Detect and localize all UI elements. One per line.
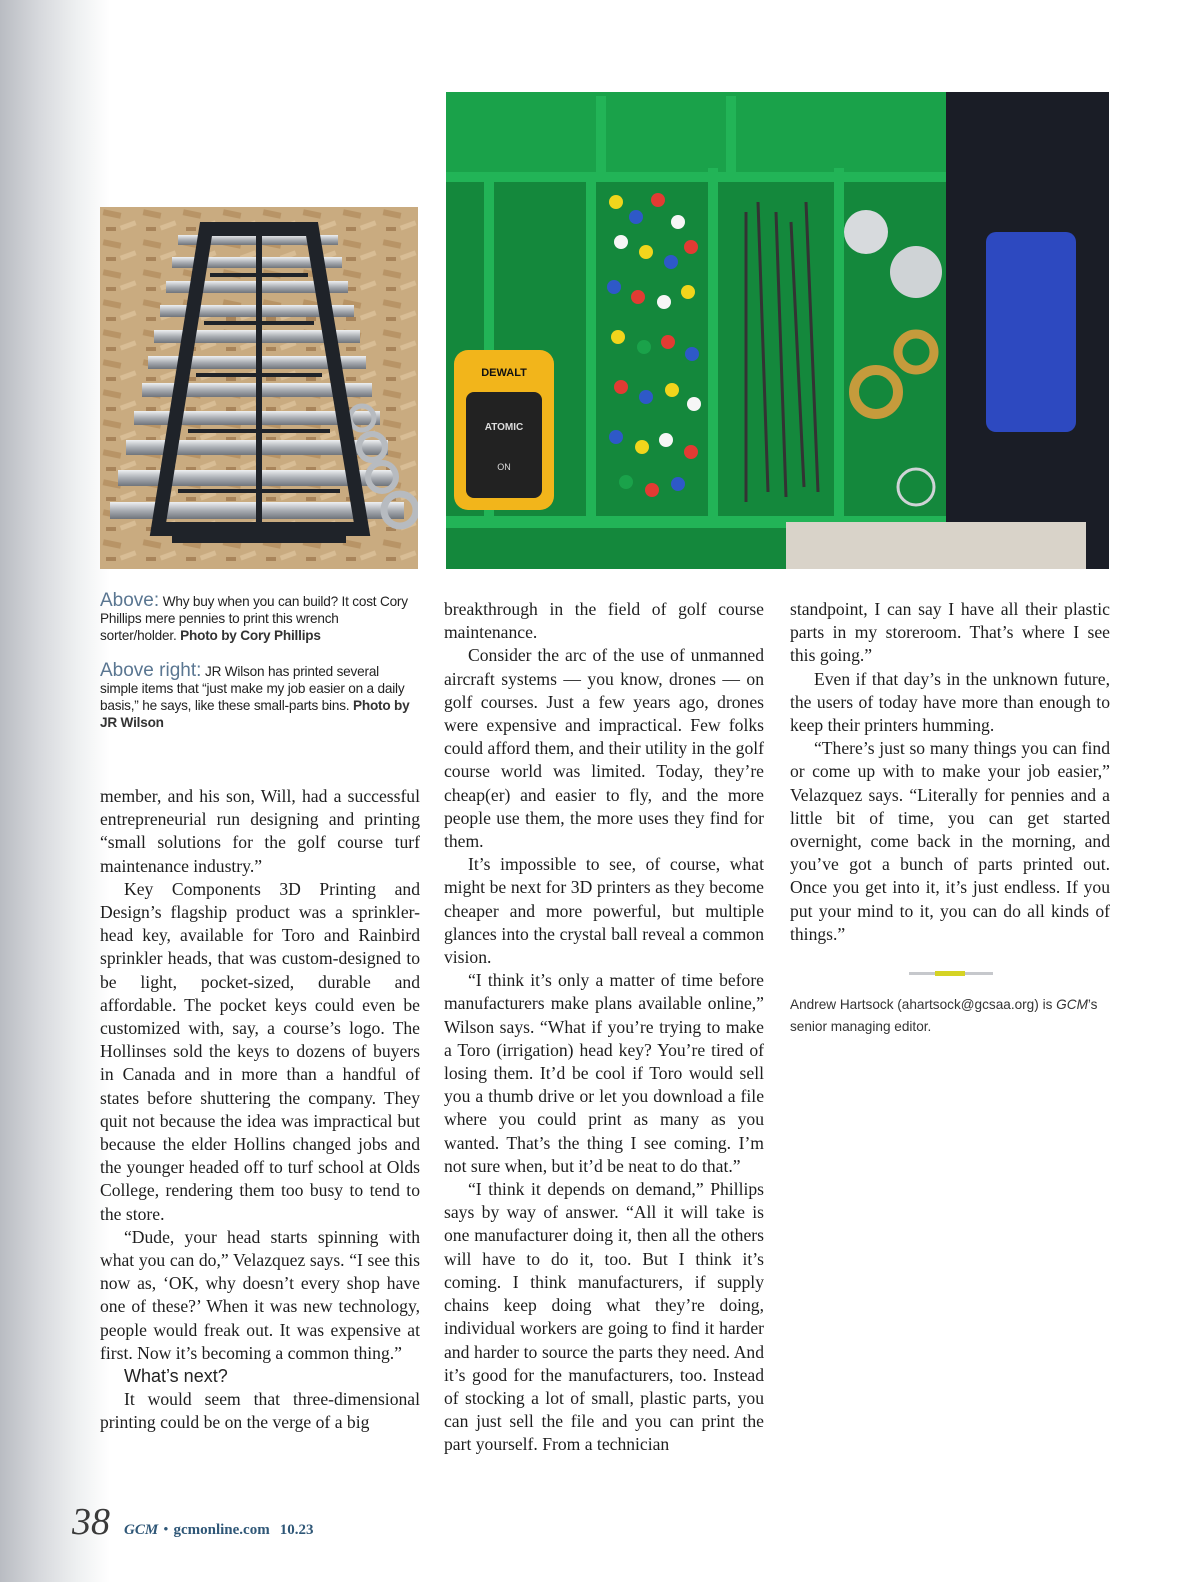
paragraph: “I think it’s only a matter of time before manufacturers make plans available online,” Wilson says. “What if you’re trying to make a Toro (irrigation) head key? You’re tired of losing them. It’d be cool if Toro would sell you a thumb drive or let you download a file where you could print as many as you wanted. That’s the thing I see coming. I’m not sure when, but it’d be neat to do that.”: [444, 970, 764, 1176]
caption-credit: Photo by Cory Phillips: [180, 628, 321, 643]
caption-credit: Photo by JR Wilson: [100, 698, 410, 730]
page-folio: [72, 1500, 314, 1543]
tape-measure: [454, 350, 554, 510]
paragraph: “There’s just so many things you can find or come up with to make your job easier,” Velazquez says. “Literally for pennies and a little bit of time, you can get started overnight, come back in the morning, and you’ve got a bunch of parts printed out. Once you get into it, it’s just endless. If you put your mind to it, you can do all kinds of things.”: [790, 738, 1110, 944]
folio-magazine: GCM: [124, 1522, 159, 1538]
paragraph: Consider the arc of the use of unmanned aircraft systems — you know, drones — on golf courses. Just a few years ago, drones were expensive and impractical. Few folks could afford them, and their utility in the golf course world was limited. Today, they’re cheap(er) and easier to fly, and the more people use them, the more uses they find for them.: [444, 645, 764, 852]
paragraph: It would seem that three-dimensional printing could be on the verge of a big: [100, 1389, 420, 1433]
folio-website: gcmonline.com: [173, 1522, 270, 1538]
end-of-article-mark: [909, 972, 993, 975]
photo-caption-above-right: [100, 662, 418, 731]
paragraph: standpoint, I can say I have all their plastic parts in my storeroom. That’s where I see this going.”: [790, 599, 1110, 666]
tape-brand-label: DEWALT: [481, 367, 527, 379]
wrench-holder-photo: [100, 207, 418, 569]
tape-button-label: ON: [497, 462, 511, 472]
paragraph: “Dude, your head starts spinning with what you can do,” Velazquez says. “I see this now as, ‘OK, why doesn’t every shop have one of these?’ When it was new technology, people would freak out. It was expensive at first. Now it’s becoming a common thing.”: [100, 1226, 420, 1363]
paragraph: Even if that day’s in the unknown future, the users of today have more than enough to keep their printers humming.: [790, 668, 1110, 736]
author-name: Andrew Hartsock: [790, 997, 894, 1012]
author-byline: [790, 994, 1110, 1038]
page-number: 38: [72, 1501, 110, 1543]
article-column-2: [444, 598, 764, 1457]
byline-magazine: GCM: [1056, 997, 1088, 1012]
tape-model-label: ATOMIC: [484, 422, 524, 433]
parts-bins-photo: [446, 92, 1109, 569]
paragraph: Key Components 3D Printing and Design’s flagship product was a sprinkler-head key, available for Toro and Rainbird sprinkler heads, that was custom-designed to be light, pocket-sized, durable and affordable. The pocket keys could even be customized with, say, a course’s logo. The Hollinses sold the keys to dozens of buyers in Canada and in more than a handful of states before shuttering the company. They quit not because the idea was impractical but because the elder Hollins changed jobs and the younger headed off to turf school at Olds College, rendering them too busy to tend to the store.: [100, 878, 420, 1224]
paragraph: It’s impossible to see, of course, what might be next for 3D printers as they become cheaper and more powerful, but multiple glances into the crystal ball reveal a common vision.: [444, 854, 764, 968]
article-column-1: [100, 785, 420, 1435]
lower-bin: [786, 522, 1086, 569]
byline-title: ’s senior managing editor.: [790, 997, 1098, 1034]
article-column-3: [790, 598, 1110, 946]
byline-is: is: [1042, 997, 1053, 1012]
caption-text: JR Wilson has printed several simple items that “just make my job easier on a daily basis,” he says, like these small-parts bins.: [100, 664, 405, 713]
photo-caption-above: [100, 592, 418, 644]
caption-lead: Above:: [100, 590, 160, 611]
caption-lead: Above right:: [100, 660, 202, 681]
paragraph: member, and his son, Will, had a successful entrepreneurial run designing and printing “small solutions for the golf course turf maintenance industry.”: [100, 786, 420, 876]
author-email: (ahartsock@gcsaa.org): [897, 997, 1039, 1012]
section-subhead: What’s next?: [124, 1366, 228, 1387]
caption-text: Why buy when you can build? It cost Cory Phillips mere pennies to print this wrench sorter/holder.: [100, 594, 408, 643]
paragraph: “I think it depends on demand,” Phillips says by way of answer. “All it will take is one manufacturer doing it, then all the others will have to do it, too. But I think it’s coming. I think manufacturers, if supply chains keep doing what they’re doing, individual workers are going to find it harder and harder to source the parts they need. And it’s good for the manufacturers, too. Instead of stocking a lot of small, plastic parts, you can just sell the file and you can print the part yourself. From a technician: [444, 1179, 764, 1455]
folio-issue: 10.23: [279, 1522, 314, 1538]
page-edge-shadow: [0, 0, 110, 1582]
paragraph: breakthrough in the field of golf course maintenance.: [444, 599, 764, 643]
blue-tool: [986, 232, 1076, 432]
folio-separator: •: [163, 1522, 169, 1538]
